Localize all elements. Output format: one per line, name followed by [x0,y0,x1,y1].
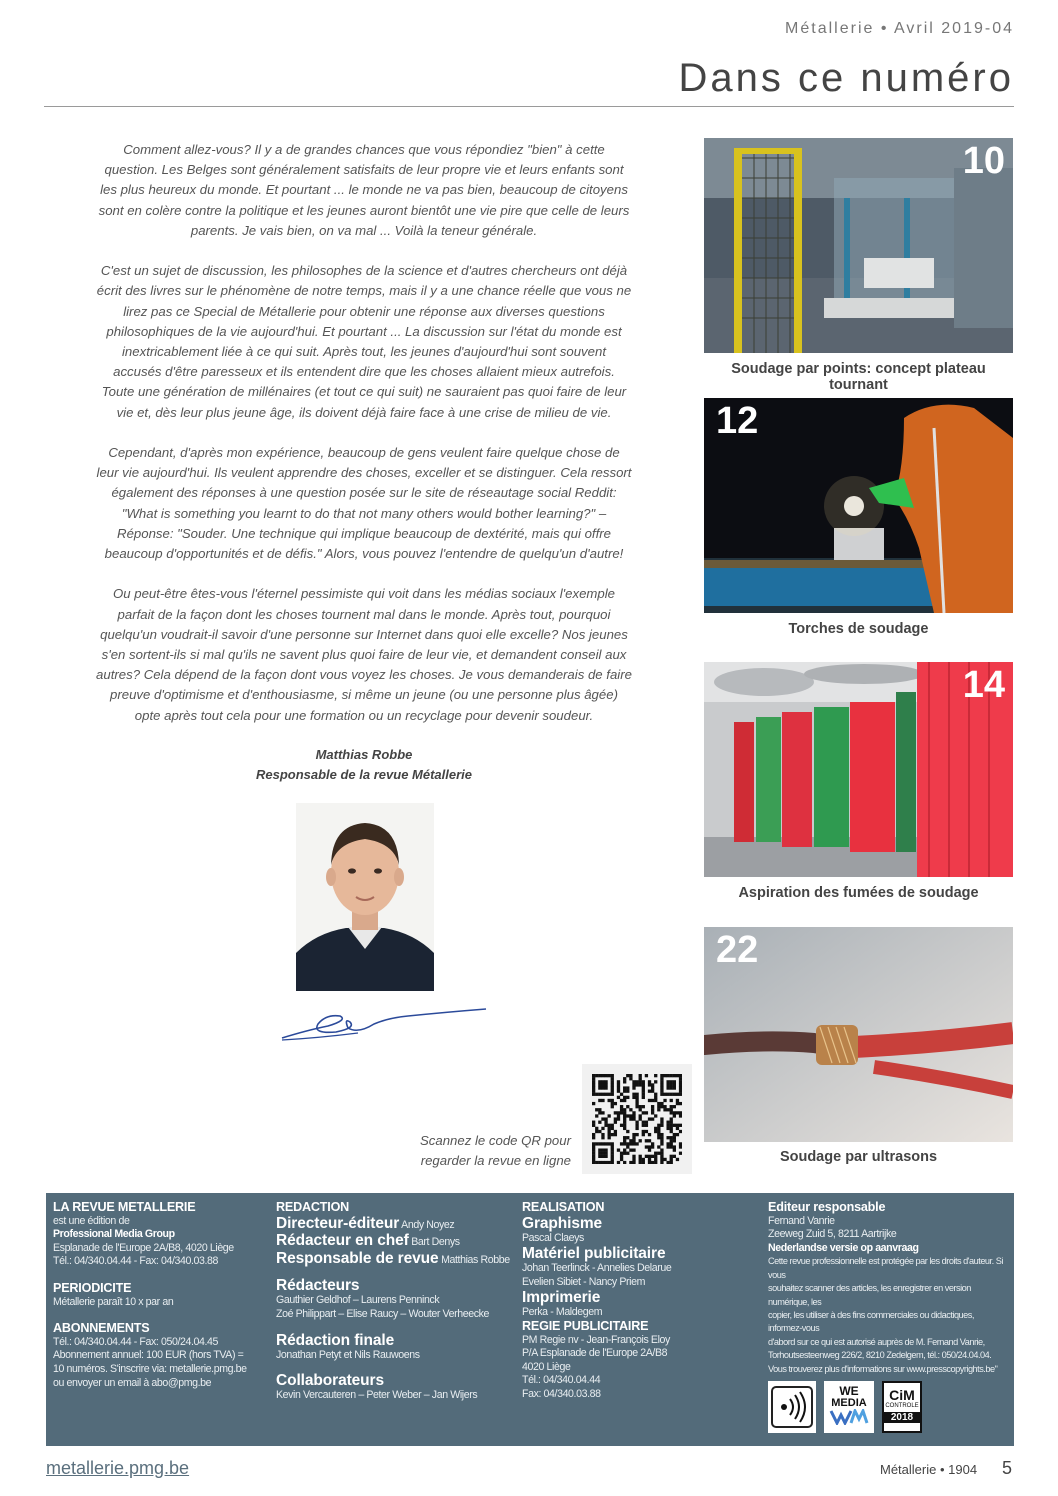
feature-page-number: 22 [716,929,759,971]
feature-page-number: 12 [716,400,759,442]
colophon-line: Gauthier Geldhof – Laurens Penninck [276,1294,440,1307]
colophon-col-editeur [768,1201,1008,1376]
colophon-heading: LA REVUE METALLERIE [53,1200,196,1214]
editorial-paragraph: Comment allez-vous? Il y a de grandes chances que vous répondiez "bien" à cette question. Les Belges sont généralement satisfaits de leur propre vie et leurs enfants sont les plus heureux du monde. Et pourtant ... le monde ne va pas bien, beaucoup de citoyens sont en colère contre la politique et les jeunes auront bientôt une vie pire que celle de leurs parents. Je vais bien, on va mal ... Voilà la teneur générale. [98,142,630,238]
colophon-role: Rédacteur en chef [276,1232,409,1250]
colophon-line: Fernand Vanrie [768,1214,835,1227]
logo-text: MEDIA [831,1397,867,1409]
editorial-paragraph: Cependant, d'après mon expérience, beaucoup de gens veulent faire quelque chose de leur vie aujourd'hui. Ils veulent apprendre des choses, exceller et se distinguer. Cela ressort également des réponses à une question posée sur le site de réseautage social Reddit: "What is something you learnt to do that not many others would bother learning?" – Réponse: "Souder. Une technique qui implique beaucoup de dextérité, mais qui offre beaucoup d'opportunités et de défis." Alors, vous pouvez l'entendre de quelqu'un d'autre! [96,445,632,562]
logo-text: CONTROLE [885,1403,919,1409]
logo-text: WE [839,1384,859,1398]
colophon-line: 10 numéros. S'inscrire via: metallerie.pmg.be [53,1362,247,1375]
colophon-legal-line: d'abord sur ce qui est autorisé auprès de M. Fernand Vanrie, [768,1336,985,1347]
colophon-heading: Rédacteurs [276,1277,360,1295]
colophon-line: Abonnement annuel: 100 EUR (hors TVA) = [53,1349,244,1362]
qr-caption [360,1131,571,1171]
author-name: Matthias Robbe [315,747,413,762]
feature-image-fume-extraction[interactable] [704,662,1013,877]
colophon-heading: Nederlandse versie op aanvraag [768,1241,919,1254]
editorial-paragraph: Ou peut-être êtes-vous l'éternel pessimiste qui voit dans les médias sociaux l'exemple parfait de la façon dont les choses tournent mal dans le monde. Après tout, pourquoi quelqu'un voudrait-il savoir d'une personne sur Internet dans quoi elle excelle? Nos jeunes s'en sortent-ils si mal qu'ils ne savent plus quoi faire de leur vie, et demandent conseil aux autres? Cela dépend de la façon dont vous voyez les choses. Je vous demanderais de faire preuve d'optimisme et d'enthousiasme, si même un jeune (ou une personne plus âgée) opte après tout cela pour une formation ou un recyclage pour devenir soudeur. [96,586,632,723]
feature-image-welding-torches[interactable] [704,398,1013,613]
feature-caption[interactable]: Soudage par ultrasons [779,1149,938,1165]
header-issue-line: Métallerie • Avril 2019-04 [785,20,1014,37]
colophon-heading: Editeur responsable [768,1200,886,1214]
colophon-name: Andy Noyez [401,1218,455,1231]
footer-issue: Métallerie • 1904 [880,1462,978,1477]
colophon-line: Jonathan Petyt et Nils Rauwoens [276,1348,420,1361]
colophon-legal-line: souhaitez scanner des articles, les enregistrer en version numérique, les [768,1283,971,1307]
colophon-legal-line: Torhoutsesteenweg 226/2, 8210 Zedelgem, tél.: 050/24.04.04. [768,1350,992,1361]
page-title: Dans ce numéro [678,56,1014,100]
colophon-col-publisher [53,1201,273,1390]
qr-caption-line: Scannez le code QR pour [419,1133,571,1148]
feature-page-number: 10 [962,140,1005,182]
colophon-line: Tél.: 04/340.04.44 [522,1374,601,1387]
colophon-heading: Imprimerie [522,1289,601,1307]
colophon-line: Evelien Sibiet - Nancy Priem [522,1275,646,1288]
colophon-line: 4020 Liège [522,1360,571,1373]
colophon-role: Directeur-éditeur [276,1214,400,1232]
colophon-legal-line: copier, les utiliser à des fins commerciales ou didactiques, informez-vous [768,1310,974,1334]
editorial-signature-block [96,745,632,785]
colophon-line: ou envoyer un email à abo@pmg.be [53,1376,212,1389]
colophon-line: Métallerie paraît 10 x par an [53,1295,174,1308]
colophon-heading: Matériel publicitaire [522,1245,666,1263]
colophon-heading: REGIE PUBLICITAIRE [522,1318,649,1333]
feature-page-number: 14 [962,664,1005,706]
colophon-heading: Graphisme [522,1214,603,1232]
colophon-line: Pascal Claeys [522,1231,584,1244]
colophon-line: est une édition de [53,1214,130,1227]
colophon-line: Kevin Vercauteren – Peter Weber – Jan Wijers [276,1389,478,1402]
editorial-text [96,140,632,746]
colophon-line: Fax: 04/340.03.88 [522,1387,601,1400]
colophon-line: Tél.: 04/340.04.44 - Fax: 04/340.03.88 [53,1255,219,1268]
sound-logo [768,1381,816,1433]
editorial-paragraph: C'est un sujet de discussion, les philosophes de la science et d'autres chercheurs ont déjà écrit des livres sur le phénomène de notre temps, mais il y a une chance réelle que vous ne lirez pas ce Special de Métallerie pour obtenir une réponse aux diverses questions philosophiques de la vie aujourd'hui. Et pourtant ... La discussion sur l'état du monde est inextricablement liée à ce qui suit. Après tout, les jeunes d'aujourd'hui sont souvent accusés d'être paresseux et ils entendent dire que les choses allaient mieux autrefois. Toute une génération de millénaires (et tout ce qui suit) ne sauraient pas quoi faire de leur vie et, dès leur plus jeune âge, ils doivent déjà faire face à une crise de milieu de vie. [96,263,632,420]
feature-caption[interactable]: Aspiration des fumées de soudage [738,885,979,901]
colophon-name: Matthias Robbe [441,1253,510,1266]
colophon-heading: PERIODICITE [53,1280,132,1295]
handwritten-signature [278,1000,490,1048]
colophon-role: Responsable de revue [276,1249,439,1267]
colophon-heading: REALISATION [522,1200,605,1214]
colophon-col-realisation [522,1201,758,1402]
logo-text: CiM [889,1387,915,1403]
header-divider [44,106,1014,107]
colophon-line: Esplanade de l'Europe 2A/B8, 4020 Liège [53,1241,234,1254]
feature-caption[interactable]: Torches de soudage [788,621,929,637]
colophon-legal-line: Cette revue professionnelle est protégée par les droits d'auteur. Si vous [768,1256,1003,1280]
footer-website-link[interactable]: metallerie.pmg.be [46,1458,190,1478]
colophon-heading: ABONNEMENTS [53,1321,150,1336]
feature-image-spot-welding[interactable] [704,138,1013,353]
colophon-name: Bart Denys [411,1236,460,1249]
colophon-panel [46,1193,1014,1446]
colophon-col-redaction [276,1201,514,1403]
colophon-heading: Collaborateurs [276,1372,384,1390]
colophon-legal-line: Vous trouverez plus d'informations sur www.presscopyrights.be" [768,1363,998,1374]
we-media-logo [824,1381,874,1433]
colophon-heading: Rédaction finale [276,1331,395,1349]
qr-code[interactable] [582,1064,692,1174]
colophon-line: PM Regie nv - Jean-François Eloy [522,1333,670,1346]
qr-caption-line: regarder la revue en ligne [420,1153,571,1168]
author-role: Responsable de la revue Métallerie [255,767,473,782]
colophon-line: Zeeweg Zuid 5, 8211 Aartrijke [768,1228,897,1241]
colophon-line: Perka - Maldegem [522,1306,603,1319]
logo-text: 2018 [884,1412,920,1423]
colophon-line: Tél.: 04/340.04.44 - Fax: 050/24.04.45 [53,1335,219,1348]
page-number: 5 [1002,1458,1013,1478]
colophon-heading: REDACTION [276,1200,350,1214]
colophon-line: Zoé Philippart – Elise Raucy – Wouter Verheecke [276,1307,490,1320]
colophon-line: Johan Teerlinck - Annelies Delarue [522,1262,672,1275]
colophon-publisher: Professional Media Group [53,1228,175,1241]
feature-image-ultrasonic-welding[interactable] [704,927,1013,1142]
colophon-line: P/A Esplanade de l'Europe 2A/B8 [522,1347,668,1360]
author-portrait [296,803,434,991]
feature-caption[interactable]: Soudage par points: concept plateau tournant [731,361,986,393]
cim-logo [882,1381,922,1433]
